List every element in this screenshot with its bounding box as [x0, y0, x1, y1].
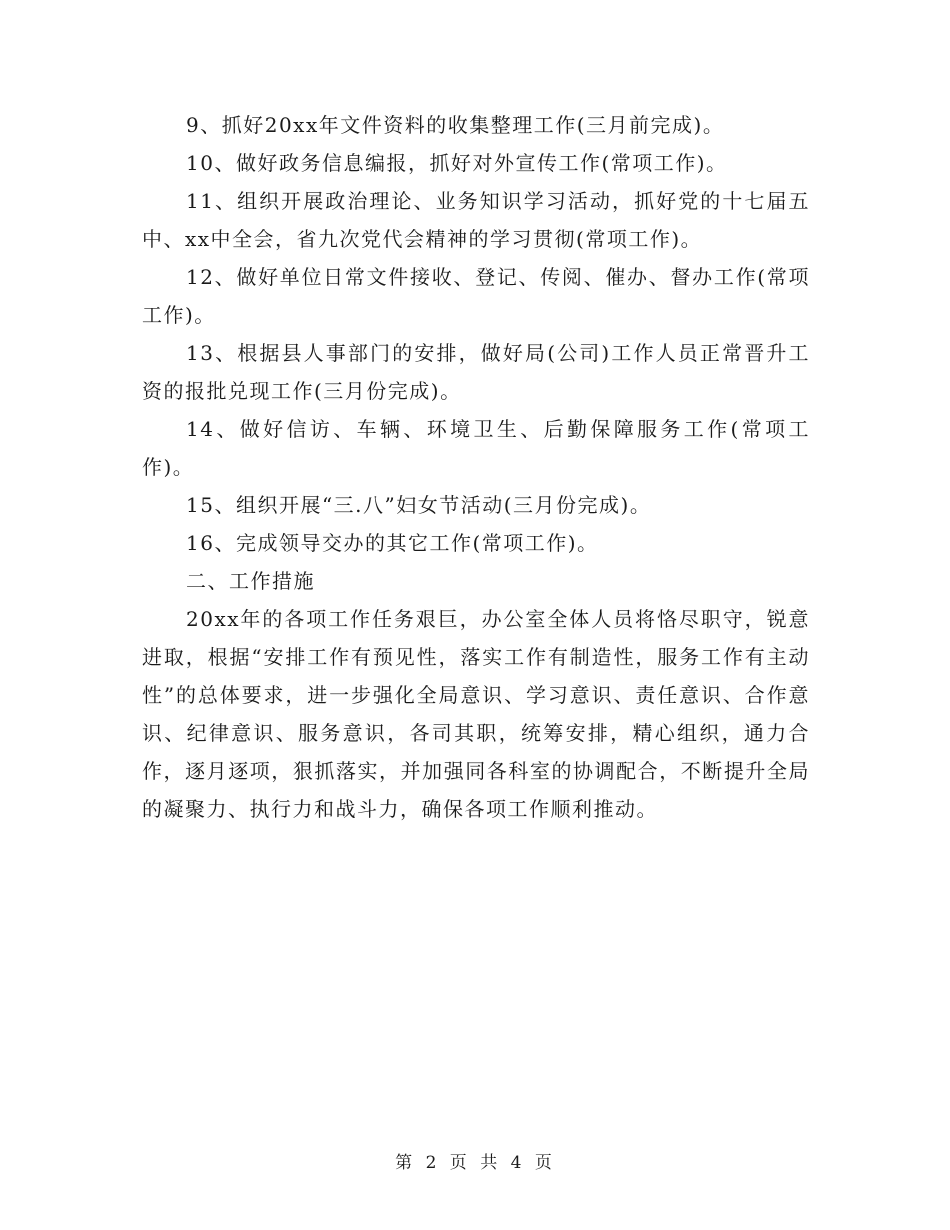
body-paragraph: 20xx年的各项工作任务艰巨，办公室全体人员将恪尽职守，锐意进取，根据“安排工作有预见性，落实工作有制造性，服务工作有主动性”的总体要求，进一步强化全局意识、学习意识、责任意识、合作意识、纪律意识、服务意识，各司其职，统筹安排，精心组织，通力合作，逐月逐项，狠抓落实，并加强同各科室的协调配合，不断提升全局的凝聚力、执行力和战斗力，确保各项工作顺利推动。: [142, 607, 810, 821]
list-item-14: 14、做好信访、车辆、环境卫生、后勤保障服务工作(常项工作)。: [142, 417, 810, 479]
list-item-11: 11、组织开展政治理论、业务知识学习活动，抓好党的十七届五中、xx中全会，省九次党代会精神的学习贯彻(常项工作)。: [142, 189, 810, 251]
list-item-9: 9、抓好20xx年文件资料的收集整理工作(三月前完成)。: [186, 113, 725, 137]
list-item-12: 12、做好单位日常文件接收、登记、传阅、催办、督办工作(常项工作)。: [142, 265, 810, 327]
document-body: [142, 106, 810, 828]
section-heading: 二、工作措施: [186, 569, 315, 593]
list-item-16: 16、完成领导交办的其它工作(常项工作)。: [186, 531, 599, 555]
page-number-footer: 第 2 页 共 4 页: [395, 1153, 555, 1173]
list-item-15: 15、组织开展“三.八”妇女节活动(三月份完成)。: [186, 493, 652, 517]
list-item-13: 13、根据县人事部门的安排，做好局(公司)工作人员正常晋升工资的报批兑现工作(三月份完成)。: [142, 341, 810, 403]
list-item-10: 10、做好政务信息编报，抓好对外宣传工作(常项工作)。: [186, 151, 728, 175]
